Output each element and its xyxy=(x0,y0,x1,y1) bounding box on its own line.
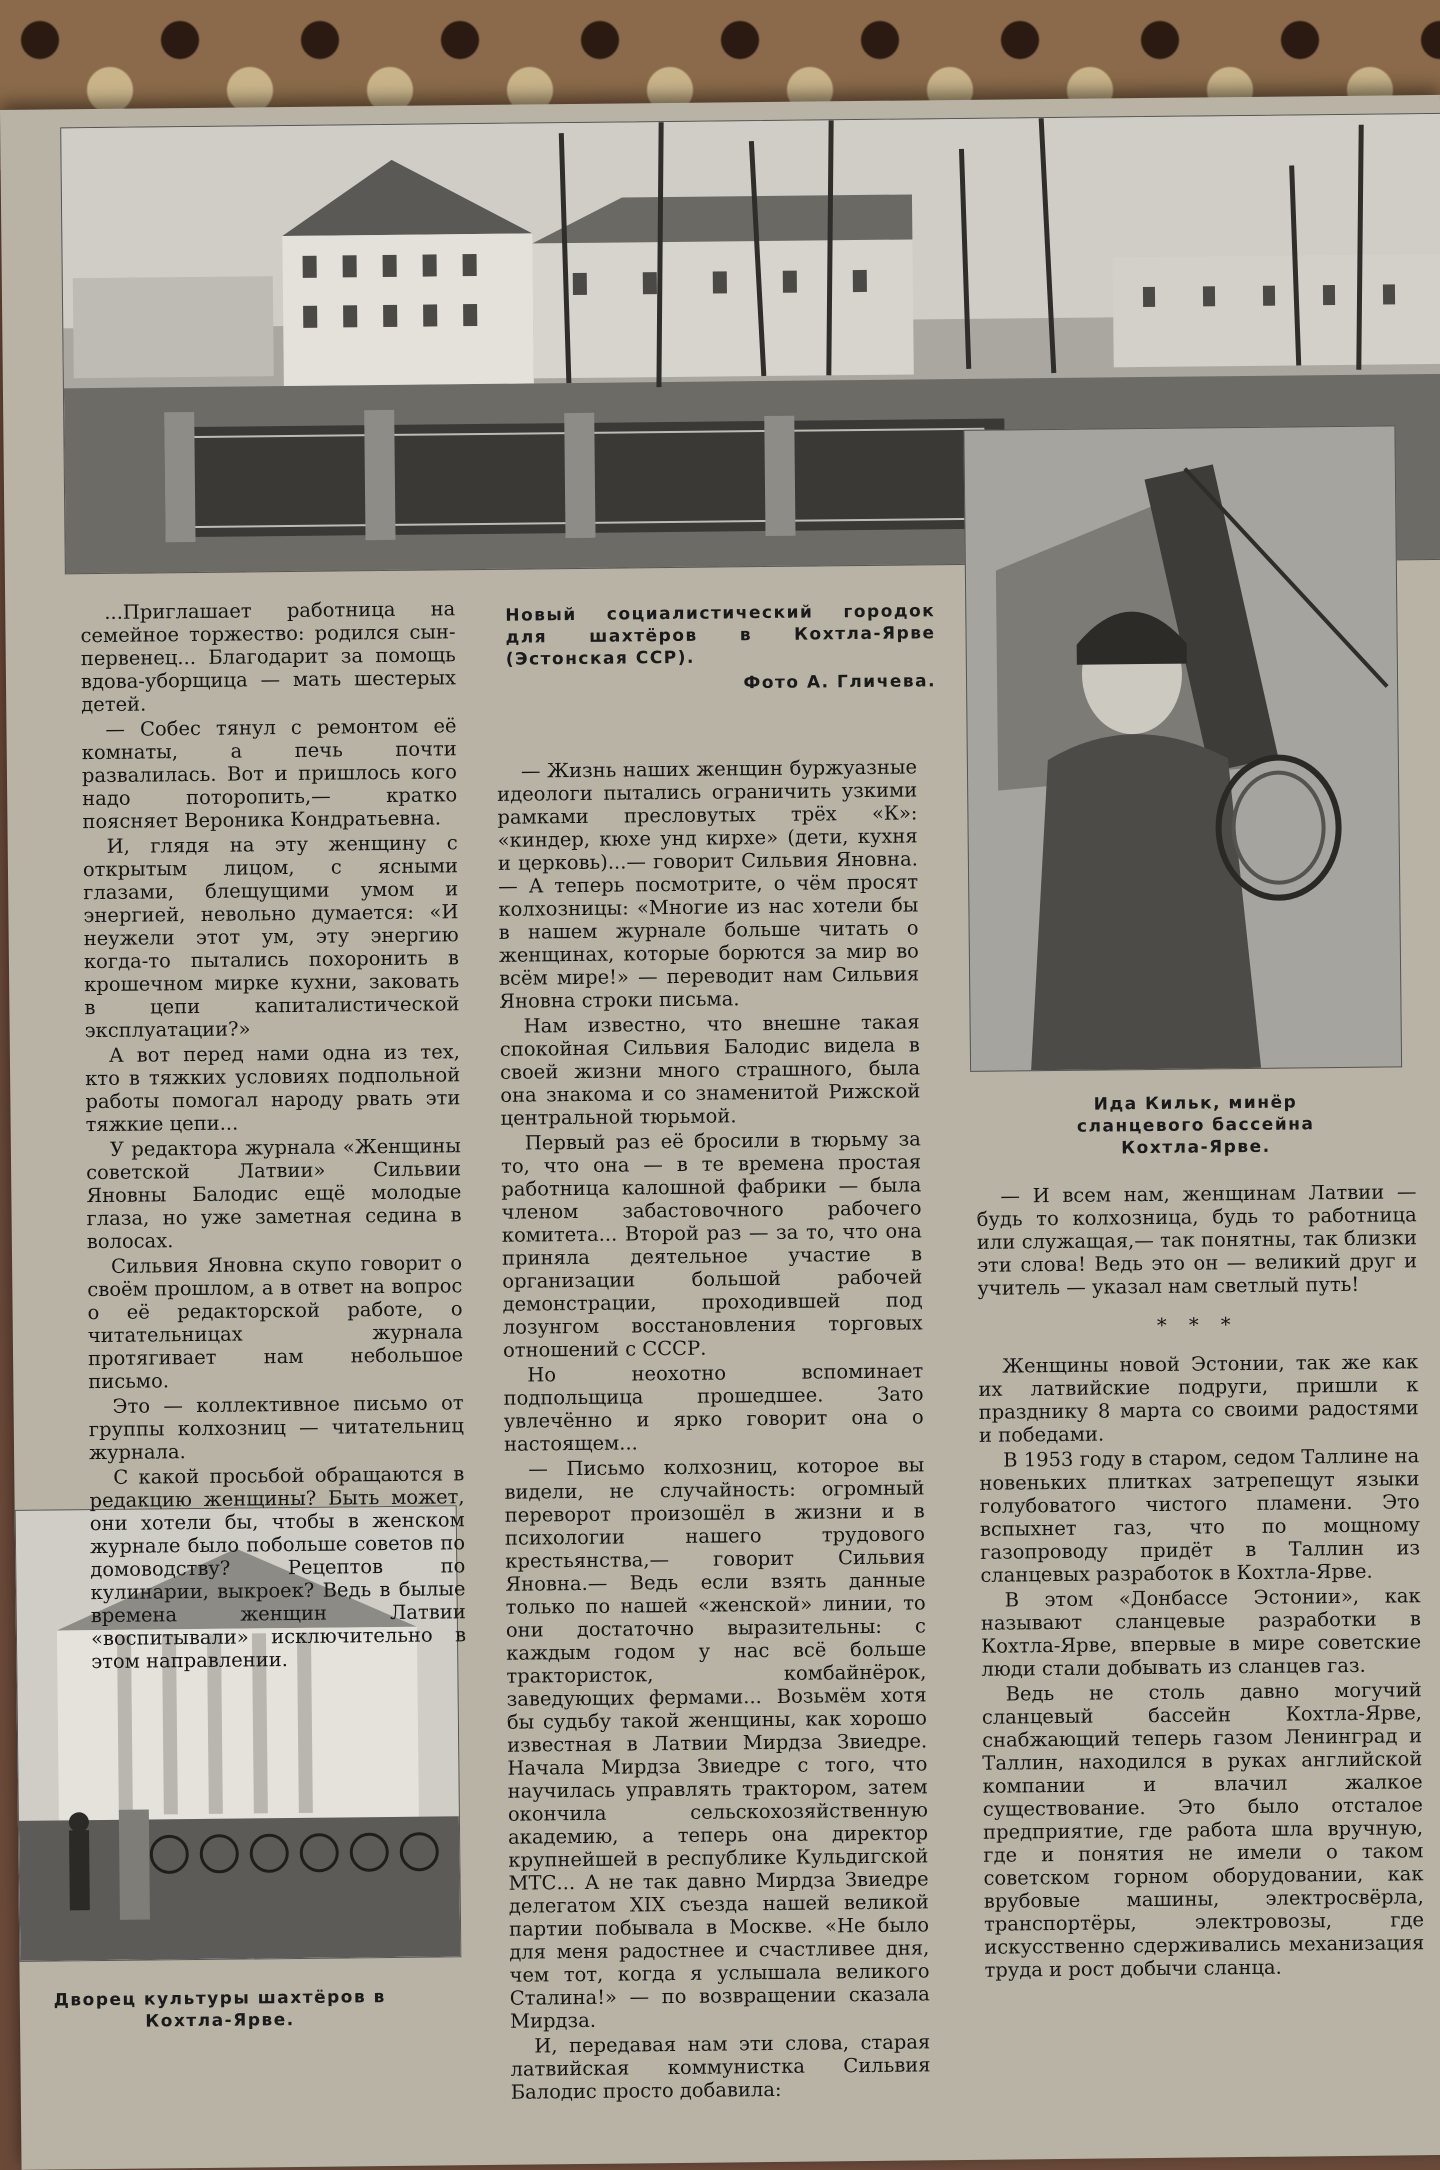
paragraph: В этом «Донбассе Эстонии», как называют сланцевые разработки в Кохтла-Ярве, впервые в мире советские люди стали добывать из сланцев газ. xyxy=(980,1584,1422,1681)
article-column-2 xyxy=(497,755,931,2105)
paragraph: — Письмо колхозниц, которое вы видели, не случайность: огромный переворот произошёл в жизни и в психологии нашего трудового крестьянства,— говорит Сильвия Яновна.— Ведь если взять данные только по нашей «женской» линии, то они достаточно выразительны: с каждым годом у нас всё больше трактористок, комбайнёрок, заведующих фермами... Возьмём хотя бы судьбу такой женщины, как хорошо известная в Латвии Мирдза Звиедре. Начала Мирдза Звиедре с того, что научилась управлять трактором, затем окончила сельскохозяйственную академию, а теперь она директор крупнейшей в республике Кульдигской МТС... А не так давно Мирдза Звиедре делегатом XIX съезда нашей великой партии побывала в Москве. «Не было для меня радостнее и счастливее дня, чем тот, когда я услышала великого Сталина!» — по возвращении сказала Мирдза. xyxy=(504,1453,930,2033)
paragraph: Женщины новой Эстонии, так же как их латвийские подруги, пришли к празднику 8 марта со своими радостями и победами. xyxy=(978,1350,1419,1447)
paragraph: Это — коллективное письмо от группы колхозниц — читательниц журнала. xyxy=(88,1391,464,1465)
paragraph: Ведь не столь давно могучий сланцевый бассейн Кохтла-Ярве, снабжающий теперь газом Ленинград и Таллин, находился в руках английской компании и влачил жалкое существование. Это было отсталое предприятие, где работа шла вручную, где и понятия не имели о таком советском горном оборудовании, как врубовые машины, электросвёрла, транспортёры, электровозы, где искусственно сдерживались механизация труда и рост добычи сланца. xyxy=(981,1678,1425,1982)
paragraph: С какой просьбой обращаются в редакцию женщины? Быть может, они хотели бы, чтобы в женском журнале было побольше советов по домоводству? Рецептов по кулинарии, выкроек? Ведь в былые времена женщин Латвии «воспитывали» исключительно в этом направлении. xyxy=(89,1462,467,1674)
article-column-1 xyxy=(80,597,466,1675)
paragraph: — И всем нам, женщинам Латвии — будь то колхозница, будь то работница или служащая,— так понятны, так близки эти слова! Ведь это он — великий друг и учитель — указал нам светлый путь! xyxy=(976,1180,1418,1300)
paragraph: В 1953 году в старом, седом Таллине на новеньких плитках затрепещут языки голубоватого чистого пламени. Это вспыхнет газ, что по мощному газопроводу придёт в Таллин из сланцевых разработок в Кохтла-Ярве. xyxy=(979,1444,1421,1587)
paragraph: Первый раз её бросили в тюрьму за то, что она — в те времена простая работница калошной фабрики — была членом забастовочного рабочего комитета... Второй раз — за то, что она приняла деятельное участие в организации большой рабочей демонстрации, проходившей под лозунгом восстановления торговых отношений с СССР. xyxy=(500,1127,923,1362)
palace-photo-caption: Дворец культуры шахтёров в Кохтла-Ярве. xyxy=(53,1987,386,2032)
magazine-page xyxy=(0,95,1440,2170)
miner-photo xyxy=(963,425,1402,1071)
miner-photo-caption: Ида Кильк, минёр сланцевого бассейна Кохтла-Ярве. xyxy=(1076,1092,1315,1159)
paragraph: У редактора журнала «Женщины советской Латвии» Сильвии Яновны Балодис ещё молодые глаза, но уже заметная седина в волосах. xyxy=(86,1134,462,1254)
paragraph: Сильвия Яновна скупо говорит о своём прошлом, а в ответ на вопрос о её редакторской работе, о читательницах журнала протягивает нам небольшое письмо. xyxy=(87,1251,464,1394)
paragraph: Но неохотно вспоминает подпольщица прошедшее. Зато увлечённо и ярко говорит она о настоящем... xyxy=(503,1359,924,1456)
paragraph: И, передавая нам эти слова, старая латвийская коммунистка Сильвия Балодис просто добавила: xyxy=(510,2030,931,2104)
paragraph: А вот перед нами одна из тех, кто в тяжких условиях подпольной работы помогал народу рвать эти тяжкие цепи... xyxy=(85,1040,461,1137)
paragraph: Нам известно, что внешне такая спокойная Сильвия Балодис видела в своей жизни много страшного, была она знакома и со знаменитой Рижской центральной тюрьмой. xyxy=(499,1010,921,1130)
paragraph: — Собес тянул с ремонтом её комнаты, а печь почти развалилась. Вот и пришлось кого надо поторопить,— кратко поясняет Вероника Кондратьевна. xyxy=(81,714,458,834)
paragraph: И, глядя на эту женщину с открытым лицом, с ясными глазами, блещущими умом и энергией, невольно думается: «И неужели этот ум, эту энергию когда-то пытались похоронить в крошечном мирке кухни, заковать в цепи капиталистической эксплуатации?» xyxy=(82,831,460,1043)
paragraph: ...Приглашает работница на семейное торжество: родился сын-первенец... Благодарит за помощь вдова-уборщица — мать шестерых детей. xyxy=(80,597,457,717)
section-separator: * * * xyxy=(1156,1313,1239,1337)
paragraph: — Жизнь наших женщин буржуазные идеологи пытались ограничить узкими рамками пресловутых трёх «К»: «киндер, кюхе унд кирхе» (дети, кухня и церковь)...— говорит Сильвия Яновна.— А теперь посмотрите, о чём просят колхозницы: «Многие из нас хотели бы в нашем журнале больше читать о женщинах, которые борются за мир во всём мире!» — переводит нам Сильвия Яновна строки письма. xyxy=(497,755,920,1013)
town-photo-caption: Новый социалистический городок для шахтёров в Кохтла-Ярве (Эстонская ССР). xyxy=(505,601,936,670)
article-column-3 xyxy=(976,1180,1424,1984)
photo-credit: Фото А. Гличева. xyxy=(743,671,937,694)
